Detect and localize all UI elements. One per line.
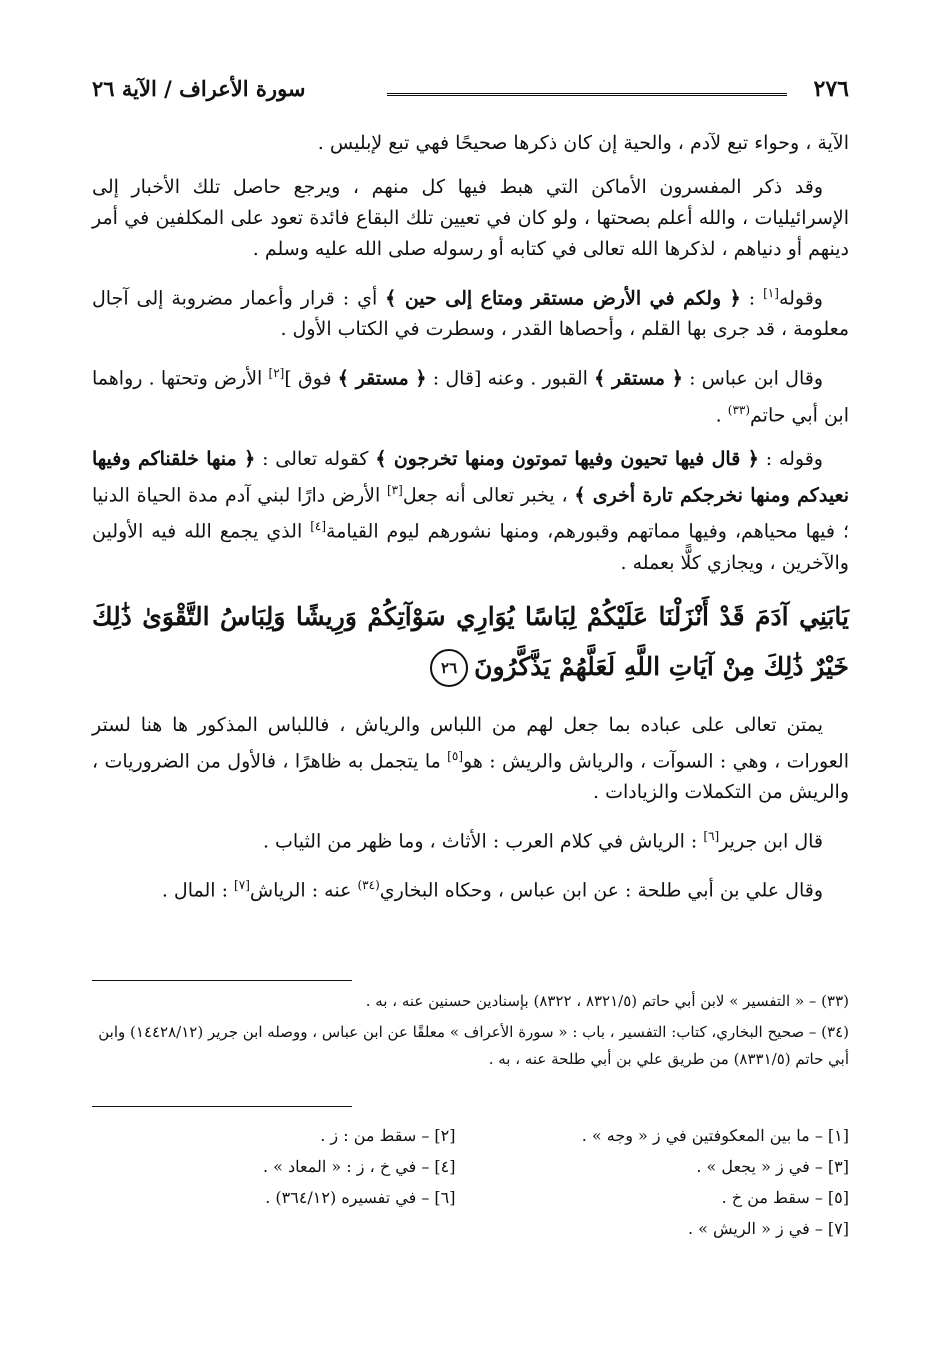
variant-note-3: [٣] – في ز « يجعل » . bbox=[696, 1157, 849, 1176]
variant-note-2: [٢] – سقط من : ز . bbox=[320, 1126, 456, 1145]
text-run: فوق ] bbox=[284, 367, 338, 390]
text-run: وقال علي بن أبي طلحة : عن ابن عباس ، وحكاه البخاري bbox=[379, 879, 823, 902]
text-run: : bbox=[740, 287, 764, 310]
ayah-number-marker: ٢٦ bbox=[430, 649, 468, 687]
footnotes-divider bbox=[92, 980, 352, 981]
page-header bbox=[92, 76, 849, 110]
footnote-ref-33: (٣٣) bbox=[727, 402, 751, 417]
text-run: وقوله : bbox=[758, 447, 823, 470]
text-run: الأرض وتحتها . رواهما ابن أبي حاتم bbox=[92, 367, 849, 426]
quran-verse-text: يَابَنِي آدَمَ قَدْ أَنْزَلْنَا عَلَيْكُمْ لِبَاسًا يُوَارِي سَوْآتِكُمْ وَرِيشًا وَلِبَاسُ التَّقْوَىٰ ذَٰلِكَ خَيْرٌ ذَٰلِكَ مِنْ آيَاتِ اللَّهِ لَعَلَّهُمْ يَذَّكَّرُونَ bbox=[92, 601, 849, 681]
text-run: ما يتجمل به ظاهرًا ، فالأول من الضروريات ، والريش من التكملات والزيادات . bbox=[92, 749, 849, 803]
variant-ref-7: [٧] bbox=[234, 878, 250, 893]
paragraph-4 bbox=[92, 358, 849, 431]
footnote-ref-34: (٣٤) bbox=[357, 878, 380, 893]
variant-note-6: [٦] – في تفسيره (٣٦٤/١٢) . bbox=[265, 1188, 456, 1207]
text-run: الذي يجمع الله فيه الأولين والآخرين ، ويجازي كلًّا بعمله . bbox=[92, 520, 849, 574]
paragraph-2: وقد ذكر المفسرون الأماكن التي هبط فيها كل منهم ، ويرجع حاصل تلك الأخبار إلى الإسرائيليات ، والله أعلم بصحتها ، ولو كان في تعيين تلك البقاع فائدة تعود على المكلفين في أمر دينهم أو دنياهم ، لذكرها الله تعالى في كتابه أو رسوله صلى الله عليه وسلم . bbox=[92, 176, 849, 260]
text-run: : المال . bbox=[161, 879, 235, 902]
header-rule bbox=[387, 93, 787, 96]
text-run: قال ابن جرير bbox=[719, 830, 823, 853]
paragraph-8 bbox=[92, 870, 849, 906]
text-run: وقال ابن عباس : bbox=[682, 367, 823, 390]
surah-title: سورة الأعراف / الآية ٢٦ bbox=[92, 76, 306, 101]
manuscript-variants bbox=[92, 1122, 849, 1242]
text-run: : الرياش في كلام العرب : الأثاث ، وما ظهر من الثياب . bbox=[262, 830, 704, 853]
paragraph-5 bbox=[92, 444, 849, 579]
text-run: الأرض دارًا لبني آدم مدة الحياة الدنيا ؛ فيها محياهم، وفيها مماتهم وقبورهم، ومنها نشورهم ليوم القيامة bbox=[92, 484, 849, 543]
text-run: ، يخبر تعالى أنه جعل bbox=[402, 484, 575, 507]
variant-ref-5: [٥] bbox=[447, 748, 463, 763]
quran-verse-block bbox=[92, 592, 849, 692]
variant-note-1: [١] – ما بين المعكوفتين في ز « وجه » . bbox=[581, 1126, 849, 1145]
text-run: . bbox=[715, 403, 728, 426]
main-text bbox=[92, 128, 849, 920]
text-run: يمتن تعالى على عباده بما جعل لهم من اللباس والرياش ، فاللباس المذكور ها هنا لستر العورات ، وهي : السوآت ، والرياش والريش : هو bbox=[92, 713, 849, 772]
quran-quote: ﴿ مستقر ﴾ bbox=[337, 367, 427, 390]
text-run: القبور . وعنه [قال : bbox=[426, 367, 595, 390]
variants-divider bbox=[92, 1106, 352, 1107]
variant-note-7: [٧] – في ز « الريش » . bbox=[687, 1219, 849, 1238]
variant-ref-6: [٦] bbox=[703, 828, 720, 843]
paragraph-3 bbox=[92, 278, 849, 345]
footnote-34: (٣٤) – صحيح البخاري، كتاب: التفسير ، باب : « سورة الأعراف » معلقًا عن ابن عباس ، ووصله ابن جرير (١٤٤٢٨/١٢) وابن أبي حاتم (٨٣٣١/٥) من طريق علي بن أبي طلحة عنه ، به . bbox=[98, 1023, 849, 1068]
paragraph-7 bbox=[92, 821, 849, 857]
text-run: وقوله bbox=[778, 287, 823, 310]
quran-quote: ﴿ قال فيها تحيون وفيها تموتون ومنها تخرجون ﴾ bbox=[375, 447, 759, 470]
text-run: كقوله تعالى : bbox=[255, 447, 376, 470]
page-number: ٢٧٦ bbox=[813, 76, 849, 102]
quran-quote: ﴿ ولكم في الأرض مستقر ومتاع إلى حين ﴾ bbox=[385, 287, 741, 310]
footnote-33: (٣٣) – « التفسير » لابن أبي حاتم (٨٣٢١/٥ ، ٨٣٢٢) بإسنادين حسنين عنه ، به . bbox=[365, 992, 849, 1010]
variant-ref-1: [١] bbox=[763, 286, 779, 300]
text-run: أي : قرار وأعمار مضروبة إلى آجال معلومة ، قد جرى بها القلم ، وأحصاها القدر ، وسطرت في الكتاب الأول . bbox=[92, 287, 849, 341]
quran-quote: ﴿ منها خلقناكم وفيها نعيدكم ومنها نخرجكم تارة أخرى ﴾ bbox=[92, 447, 850, 507]
variant-ref-2: [٢] bbox=[268, 366, 285, 381]
quran-quote: ﴿ مستقر ﴾ bbox=[594, 367, 683, 390]
paragraph-6 bbox=[92, 710, 849, 808]
variant-note-5: [٥] – سقط من خ . bbox=[721, 1188, 849, 1207]
variant-ref-4: [٤] bbox=[310, 519, 327, 534]
footnotes bbox=[92, 988, 849, 1077]
paragraph-1: الآية ، وحواء تبع لآدم ، والحية إن كان ذكرها صحيحًا فهي تبع لإبليس . bbox=[317, 132, 849, 154]
text-run: عنه : الرياش bbox=[249, 879, 358, 902]
variant-note-4: [٤] – في خ ، ز : « المعاد » . bbox=[263, 1157, 456, 1176]
variant-ref-3: [٣] bbox=[386, 482, 403, 497]
